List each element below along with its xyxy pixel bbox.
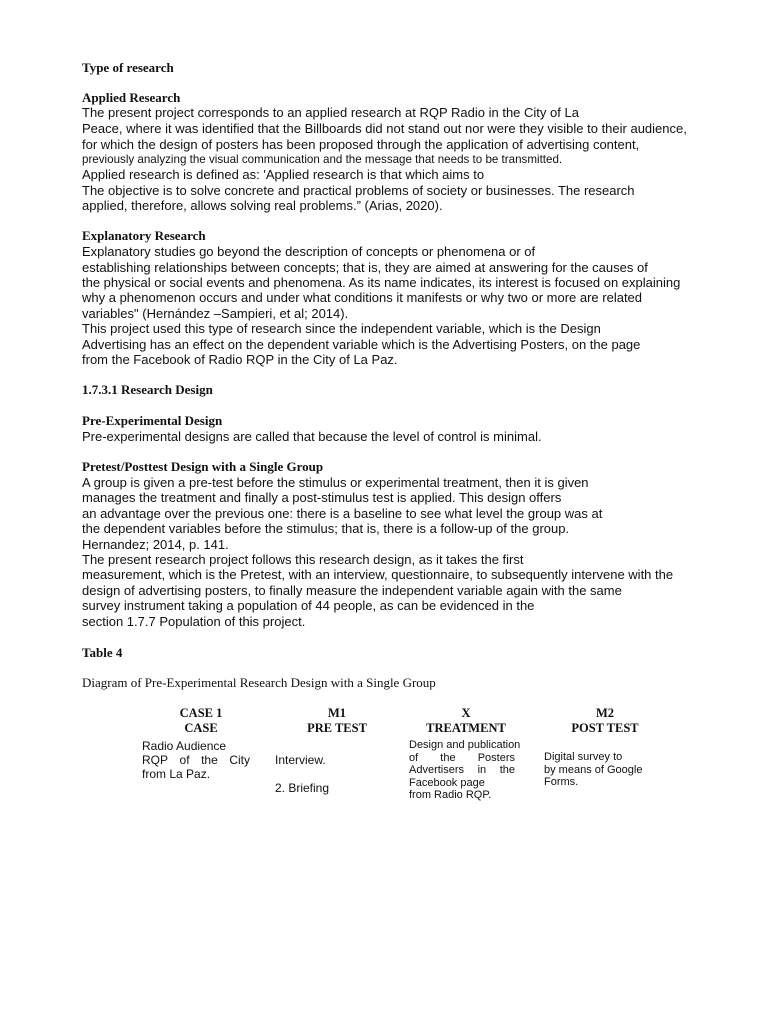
paragraph-line: variables" (Hernández –Sampieri, et al; 2014).: [82, 306, 349, 321]
explanatory-research-heading: Explanatory Research: [82, 228, 206, 243]
paragraph-line: manages the treatment and finally a post-stimulus test is applied. This design offers: [82, 490, 562, 505]
paragraph-line: design of advertising posters, to finally measure the independent variable again with the same: [82, 583, 622, 598]
paragraph-line: Hernandez; 2014, p. 141.: [82, 537, 229, 552]
table-header-case: CASE 1 CASE: [179, 706, 223, 735]
paragraph-line: survey instrument taking a population of 44 people, as can be evidenced in the: [82, 598, 535, 613]
paragraph-line: for which the design of posters has been proposed through the application of advertising content,: [82, 137, 640, 152]
paragraph-line: section 1.7.7 Population of this project.: [82, 614, 306, 629]
research-design-heading: 1.7.3.1 Research Design: [82, 382, 213, 397]
paragraph-line: A group is given a pre-test before the stimulus or experimental treatment, then it is given: [82, 475, 589, 490]
paragraph-line: applied, therefore, allows solving real problems.” (Arias, 2020).: [82, 198, 443, 213]
table-header-posttest: M2 POST TEST: [571, 706, 639, 735]
paragraph-line: establishing relationships between concepts; that is, they are aimed at answering for the causes of: [82, 260, 648, 275]
paragraph-line: Peace, where it was identified that the Billboards did not stand out nor were they visible to their audience,: [82, 121, 687, 136]
type-of-research-heading: Type of research: [82, 60, 174, 75]
paragraph-line: from the Facebook of Radio RQP in the City of La Paz.: [82, 352, 398, 367]
paragraph-line: Applied research is defined as: 'Applied research is that which aims to: [82, 167, 485, 182]
table-cell-treatment: Design and publication of the Posters Advertisers in the Facebook page from Radio RQP.: [409, 739, 521, 801]
paragraph-line: previously analyzing the visual communication and the message that needs to be transmitted.: [82, 153, 563, 166]
paragraph-line: This project used this type of research since the independent variable, which is the Design: [82, 321, 601, 336]
paragraph-line: Pre-experimental designs are called that because the level of control is minimal.: [82, 429, 542, 444]
paragraph-line: The present research project follows this research design, as it takes the first: [82, 552, 524, 567]
paragraph-line: why a phenomenon occurs and under what conditions it manifests or why two or more are related: [82, 290, 643, 305]
table-cell-pretest-item: Interview.: [275, 753, 326, 767]
paragraph-line: The objective is to solve concrete and practical problems of society or businesses. The research: [82, 183, 635, 198]
table-caption: Diagram of Pre-Experimental Research Design with a Single Group: [82, 675, 436, 690]
table-header-pretest: M1 PRE TEST: [307, 706, 367, 735]
table-cell-pretest-item: 2. Briefing: [275, 781, 330, 795]
applied-research-heading: Applied Research: [82, 90, 181, 105]
paragraph-line: Advertising has an effect on the dependent variable which is the Advertising Posters, on the page: [82, 337, 641, 352]
table-cell-posttest: Digital survey to by means of Google Forms.: [544, 751, 643, 788]
table-header-treatment: X TREATMENT: [426, 706, 506, 735]
paragraph-line: Explanatory studies go beyond the description of concepts or phenomena or of: [82, 244, 536, 259]
table-label: Table 4: [82, 645, 123, 660]
paragraph-line: the physical or social events and phenomena. As its name indicates, its interest is focused on explaining: [82, 275, 681, 290]
pre-experimental-heading: Pre-Experimental Design: [82, 413, 223, 428]
paragraph-line: the dependent variables before the stimulus; that is, there is a follow-up of the group.: [82, 521, 570, 536]
paragraph-line: an advantage over the previous one: there is a baseline to see what level the group was at: [82, 506, 603, 521]
pretest-posttest-heading: Pretest/Posttest Design with a Single Group: [82, 459, 324, 474]
table-cell-case: Radio Audience RQP of the City from La Paz.: [142, 739, 250, 781]
paragraph-line: measurement, which is the Pretest, with an interview, questionnaire, to subsequently intervene with the: [82, 567, 674, 582]
paragraph-line: The present project corresponds to an applied research at RQP Radio in the City of La: [82, 105, 579, 120]
